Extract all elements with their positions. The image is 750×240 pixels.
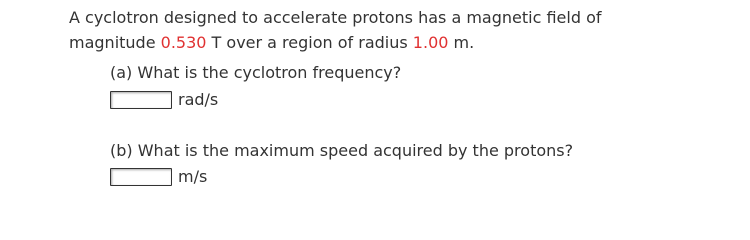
part-b-answer-input[interactable] xyxy=(110,168,172,186)
part-b-question: (b) What is the maximum speed acquired by the protons? xyxy=(110,141,574,160)
radius-value: 1.00 xyxy=(412,33,449,52)
part-a-answer-input[interactable] xyxy=(110,91,172,109)
part-b-answer-row xyxy=(110,166,207,188)
part-a-answer-row xyxy=(110,89,218,111)
problem-text-region: T over a region of radius xyxy=(206,33,413,52)
part-b-unit: m/s xyxy=(178,167,208,186)
problem-text-magnitude: magnitude xyxy=(69,33,161,52)
problem-text-line-1: A cyclotron designed to accelerate protons has a magnetic field of xyxy=(69,8,602,27)
problem-text-units: m. xyxy=(448,33,475,52)
problem-statement xyxy=(69,5,729,55)
part-a-unit: rad/s xyxy=(178,90,219,109)
part-a-question: (a) What is the cyclotron frequency? xyxy=(110,63,402,82)
magnetic-field-value: 0.530 xyxy=(160,33,207,52)
